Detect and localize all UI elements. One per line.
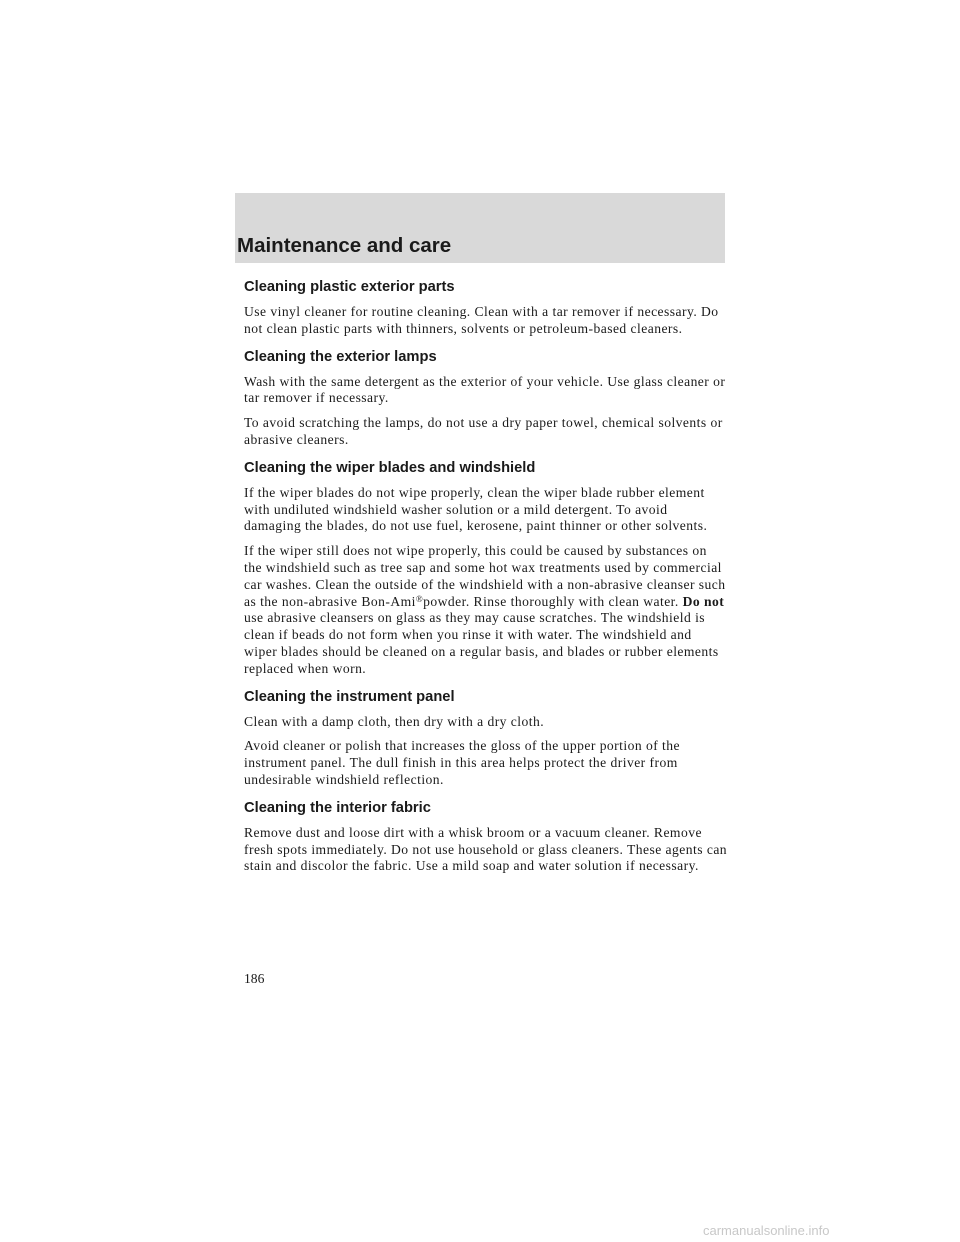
section-heading: Cleaning the interior fabric <box>244 799 431 816</box>
section-heading: Cleaning plastic exterior parts <box>244 279 455 295</box>
body-paragraph: Use vinyl cleaner for routine cleaning. Clean with a tar remover if necessary. Do not clean plastic parts with thinners, solvents or petroleum-based cleaners. <box>244 304 719 336</box>
section-heading: Cleaning the wiper blades and windshield <box>244 459 536 476</box>
text-run: powder. Rinse thoroughly with clean water. <box>423 593 683 609</box>
text-run: If the wiper still does not wipe properly, this could be caused by substances on the windshield such as tree sap and some hot wax treatments used by commercial car washes. Clean the outside of the windshield with a non-abrasive cleanser such as the non-abrasive Bon-Ami <box>244 543 726 609</box>
section-exterior-lamps <box>244 348 728 449</box>
text-run: use abrasive cleansers on glass as they may cause scratches. The windshield is clean if beads do not form when you rinse it with water. The windshield and wiper blades should be cleaned on a regular basis, and blades or rubber elements replaced when worn. <box>244 610 719 676</box>
site-watermark: carmanualsonline.info <box>703 1223 830 1238</box>
page-number: 186 <box>244 971 265 986</box>
section-heading: Cleaning the exterior lamps <box>244 348 437 365</box>
body-paragraph: To avoid scratching the lamps, do not use a dry paper towel, chemical solvents or abrasive cleaners. <box>244 415 723 447</box>
body-paragraph: If the wiper blades do not wipe properly, clean the wiper blade rubber element with undiluted windshield washer solution or a mild detergent. To avoid damaging the blades, do not use fuel, kerosene, paint thinner or other solvents. <box>244 484 708 534</box>
section-plastic-exterior <box>244 278 728 338</box>
chapter-title: Maintenance and care <box>237 234 452 257</box>
body-paragraph: Clean with a damp cloth, then dry with a dry cloth. <box>244 713 545 729</box>
body-paragraph-with-emphasis <box>244 543 728 677</box>
body-paragraph: Avoid cleaner or polish that increases the gloss of the upper portion of the instrument panel. The dull finish in this area helps protect the driver from undesirable windshield reflection. <box>244 738 680 787</box>
section-heading: Cleaning the instrument panel <box>244 688 455 705</box>
body-paragraph: Remove dust and loose dirt with a whisk broom or a vacuum cleaner. Remove fresh spots immediately. Do not use household or glass cleaners. These agents can stain and discolor the fabric. Use a mild soap and water solution if necessary. <box>244 824 728 874</box>
emphasis-do-not: Do not <box>682 593 725 609</box>
page-content <box>244 278 728 883</box>
registered-mark: ® <box>415 593 424 604</box>
section-wiper-windshield <box>244 459 728 678</box>
section-instrument-panel <box>244 688 728 789</box>
body-paragraph: Wash with the same detergent as the exterior of your vehicle. Use glass cleaner or tar remover if necessary. <box>244 373 726 406</box>
section-interior-fabric <box>244 799 728 875</box>
